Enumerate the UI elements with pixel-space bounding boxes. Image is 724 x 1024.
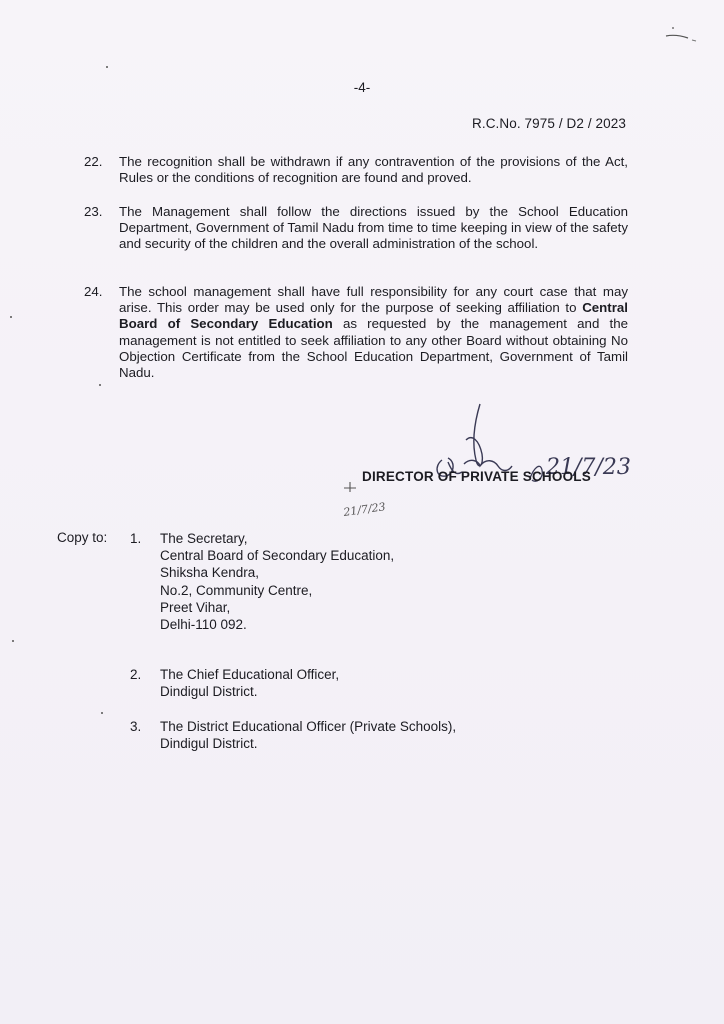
clause-24 bbox=[84, 284, 628, 381]
scan-speck bbox=[99, 384, 101, 386]
clause-text-start: The school management shall have full responsibility for any court case that may arise. This order may be used only for the purpose of seeking affiliation to bbox=[119, 284, 628, 316]
board-name: Central Board of Secondary Education bbox=[119, 300, 628, 332]
signature-date: 21/7/23 bbox=[546, 455, 631, 480]
copy-to-item bbox=[130, 666, 339, 700]
copy-item-number: 1. bbox=[130, 531, 142, 546]
address-line: Dindigul District. bbox=[160, 736, 258, 752]
clause-text bbox=[119, 284, 628, 381]
copy-to-label: Copy to: bbox=[57, 530, 108, 545]
copy-item-number: 2. bbox=[130, 667, 142, 682]
copy-to-item bbox=[130, 718, 456, 752]
reference-number: R.C.No. 7975 / D2 / 2023 bbox=[472, 116, 626, 131]
address-line: The District Educational Officer (Private Schools), bbox=[160, 719, 457, 734]
clause-text: The Management shall follow the directions issued by the School Education Department, Government of Tamil Nadu from time to time keeping in view of the safety and security of the children and the overall administration of the school. bbox=[119, 204, 628, 252]
scan-speck bbox=[106, 66, 108, 68]
address-line: Dindigul District. bbox=[160, 684, 258, 700]
clause-text: The recognition shall be withdrawn if any contravention of the provisions of the Act, Rules or the conditions of recognition are found and proved. bbox=[119, 154, 628, 186]
clause-22 bbox=[84, 154, 628, 186]
address-line: Shiksha Kendra, bbox=[160, 565, 260, 581]
initial-date: 21/7/23 bbox=[342, 500, 387, 519]
copy-to-item bbox=[130, 530, 394, 633]
corner-scribble bbox=[662, 22, 702, 48]
scan-speck bbox=[10, 316, 12, 318]
address-line: Central Board of Secondary Education, bbox=[160, 548, 395, 564]
address-line: The Chief Educational Officer, bbox=[160, 667, 340, 682]
address-line: Delhi-110 092. bbox=[160, 617, 247, 633]
copy-item-number: 3. bbox=[130, 719, 142, 734]
address-line: No.2, Community Centre, bbox=[160, 582, 313, 598]
address-line: The Secretary, bbox=[160, 531, 248, 546]
address-line: Preet Vihar, bbox=[160, 599, 231, 615]
clause-number: 23. bbox=[84, 204, 103, 219]
signatory-title: DIRECTOR OF PRIVATE SCHOOLS bbox=[362, 469, 591, 484]
handwritten-signature bbox=[330, 398, 650, 528]
scan-speck bbox=[12, 640, 14, 642]
scan-speck bbox=[101, 712, 103, 714]
page-number: -4- bbox=[353, 80, 371, 95]
clause-number: 24. bbox=[84, 284, 103, 299]
clause-23 bbox=[84, 204, 628, 253]
clause-number: 22. bbox=[84, 154, 103, 169]
clause-text-end: as requested by the management and the management is not entitled to seek affiliation to any other Board without obtaining No Objection Certificate from the School Education Department, Government of Tamil Nadu. bbox=[119, 316, 629, 381]
